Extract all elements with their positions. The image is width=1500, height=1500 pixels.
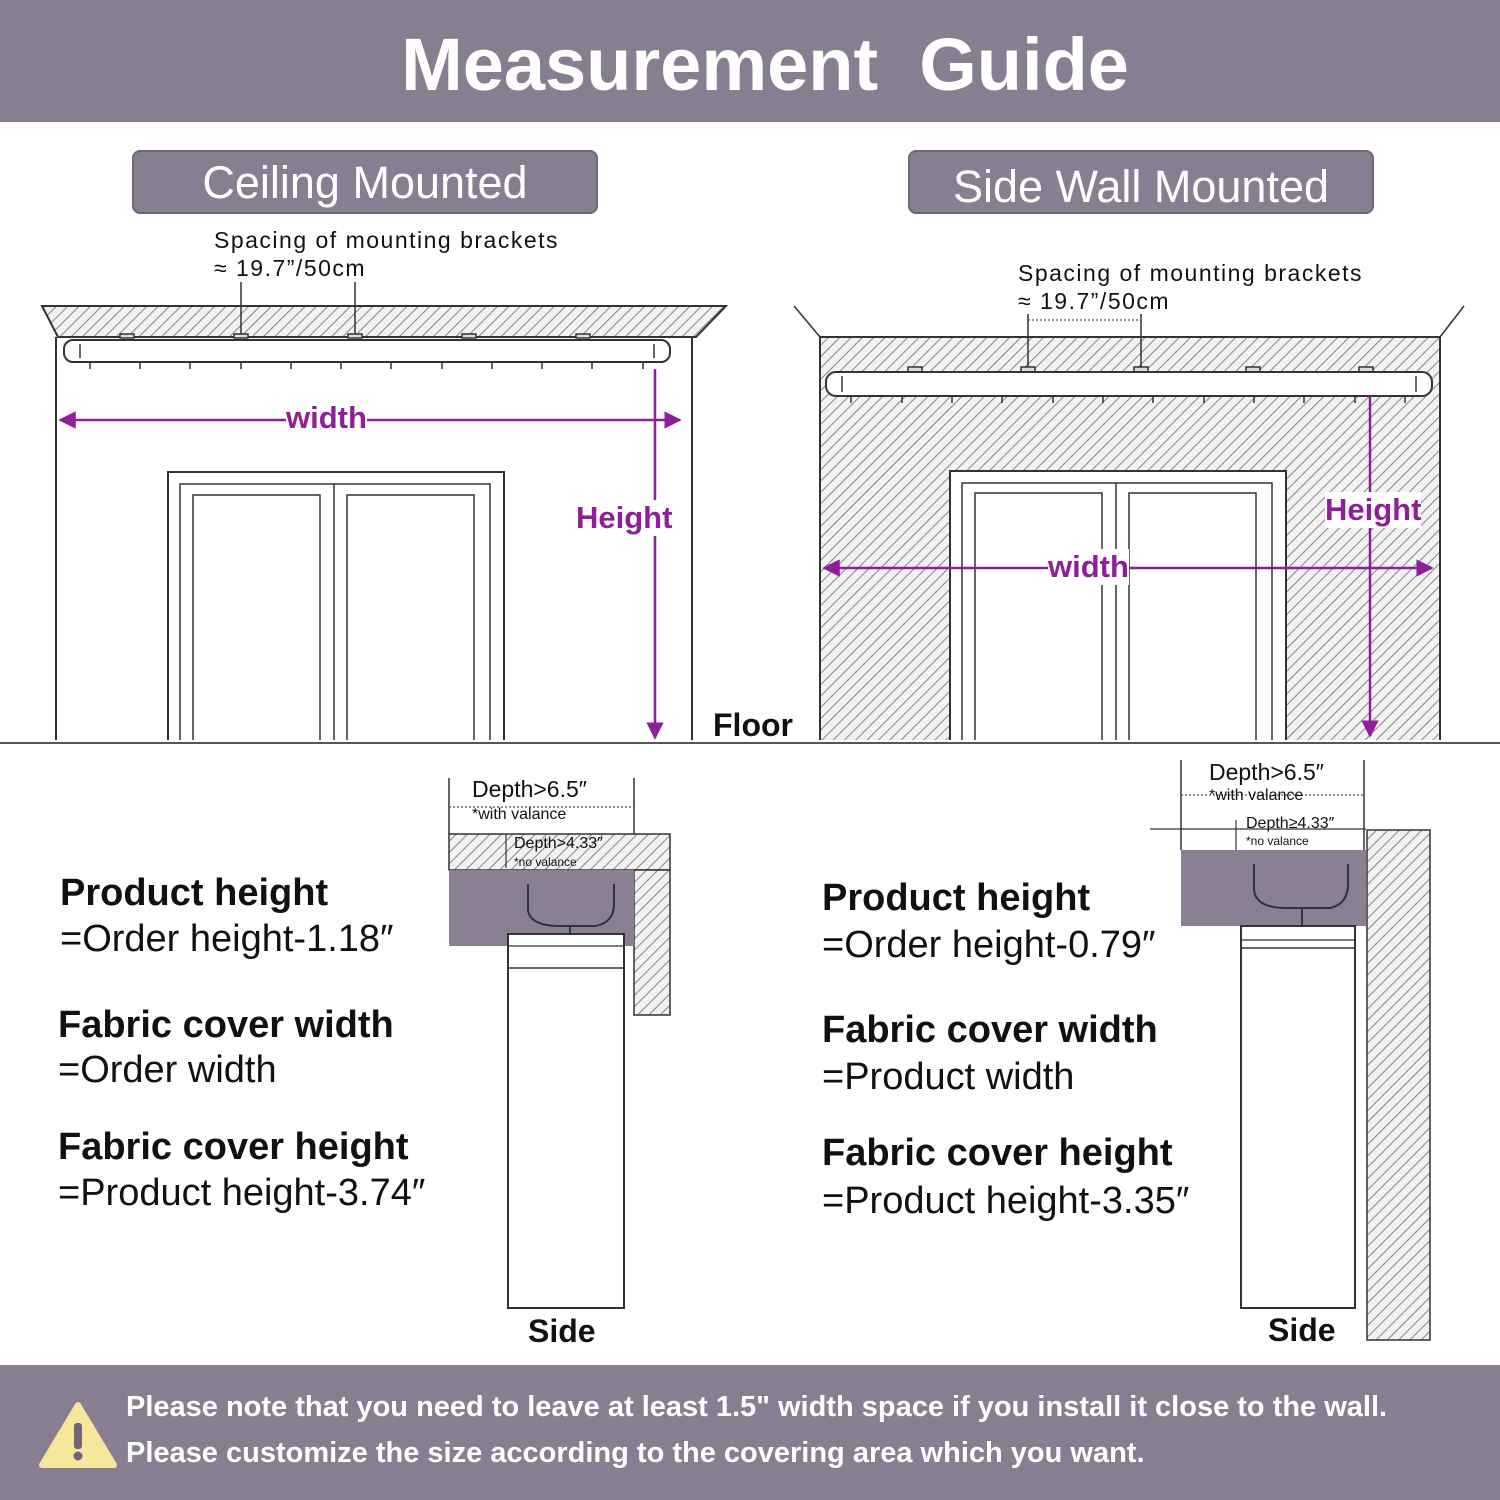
ceiling-depth-valance: Depth>6.5″ [472, 776, 587, 802]
ceiling-spacing-label: Spacing of mounting brackets [214, 227, 560, 253]
ceiling-fabric-width-formula: =Order width [58, 1049, 277, 1091]
sidewall-with-valance: *with valance [1209, 787, 1304, 804]
floor-label: Floor [713, 707, 793, 743]
side-wall-mounted-drawing [794, 306, 1464, 765]
sidewall-depth-valance: Depth>6.5″ [1209, 759, 1324, 785]
ceiling-product-height-formula: =Order height-1.18″ [60, 918, 394, 960]
side-wall-mounted-pill: Side Wall Mounted [908, 150, 1374, 214]
footer-note-line1: Please note that you need to leave at least 1.5" width space if you install it close to the wall. [126, 1391, 1388, 1423]
ceiling-width-label: width [286, 400, 367, 435]
sidewall-fabric-width-formula: =Product width [822, 1056, 1075, 1098]
sidewall-no-valance: *no valance [1246, 834, 1309, 848]
ceiling-mounted-pill: Ceiling Mounted [132, 150, 598, 214]
warning-icon [38, 1401, 118, 1471]
ceiling-height-label: Height [576, 500, 673, 535]
ceiling-with-valance: *with valance [472, 806, 567, 823]
ceiling-fabric-width-title: Fabric cover width [58, 1004, 394, 1046]
footer-band [0, 1365, 1500, 1500]
sidewall-height-label: Height [1325, 492, 1422, 527]
sidewall-width-label: width [1048, 549, 1129, 584]
ceiling-side-label: Side [528, 1313, 596, 1349]
page-title: Measurement Guide [401, 23, 1129, 106]
sidewall-side-label: Side [1268, 1312, 1336, 1348]
ceiling-fabric-height-title: Fabric cover height [58, 1126, 409, 1168]
footer-note-line2: Please customize the size according to the covering area which you want. [126, 1437, 1145, 1469]
sidewall-fabric-width-title: Fabric cover width [822, 1009, 1158, 1051]
ceiling-no-valance: *no valance [514, 855, 577, 869]
sidewall-product-height-formula: =Order height-0.79″ [822, 924, 1156, 966]
sidewall-depth-no-valance: Depth≥4.33″ [1246, 815, 1335, 832]
sidewall-spacing-value: ≈ 19.7”/50cm [1018, 288, 1171, 314]
ceiling-product-height-title: Product height [60, 872, 329, 914]
ceiling-depth-no-valance: Depth>4.33″ [514, 835, 603, 852]
ceiling-fabric-height-formula: =Product height-3.74″ [58, 1172, 426, 1214]
sidewall-fabric-height-formula: =Product height-3.35″ [822, 1180, 1190, 1222]
ceiling-spacing-value: ≈ 19.7”/50cm [214, 255, 367, 281]
sidewall-spacing-label: Spacing of mounting brackets [1018, 260, 1364, 286]
sidewall-fabric-height-title: Fabric cover height [822, 1132, 1173, 1174]
sidewall-product-height-title: Product height [822, 877, 1091, 919]
